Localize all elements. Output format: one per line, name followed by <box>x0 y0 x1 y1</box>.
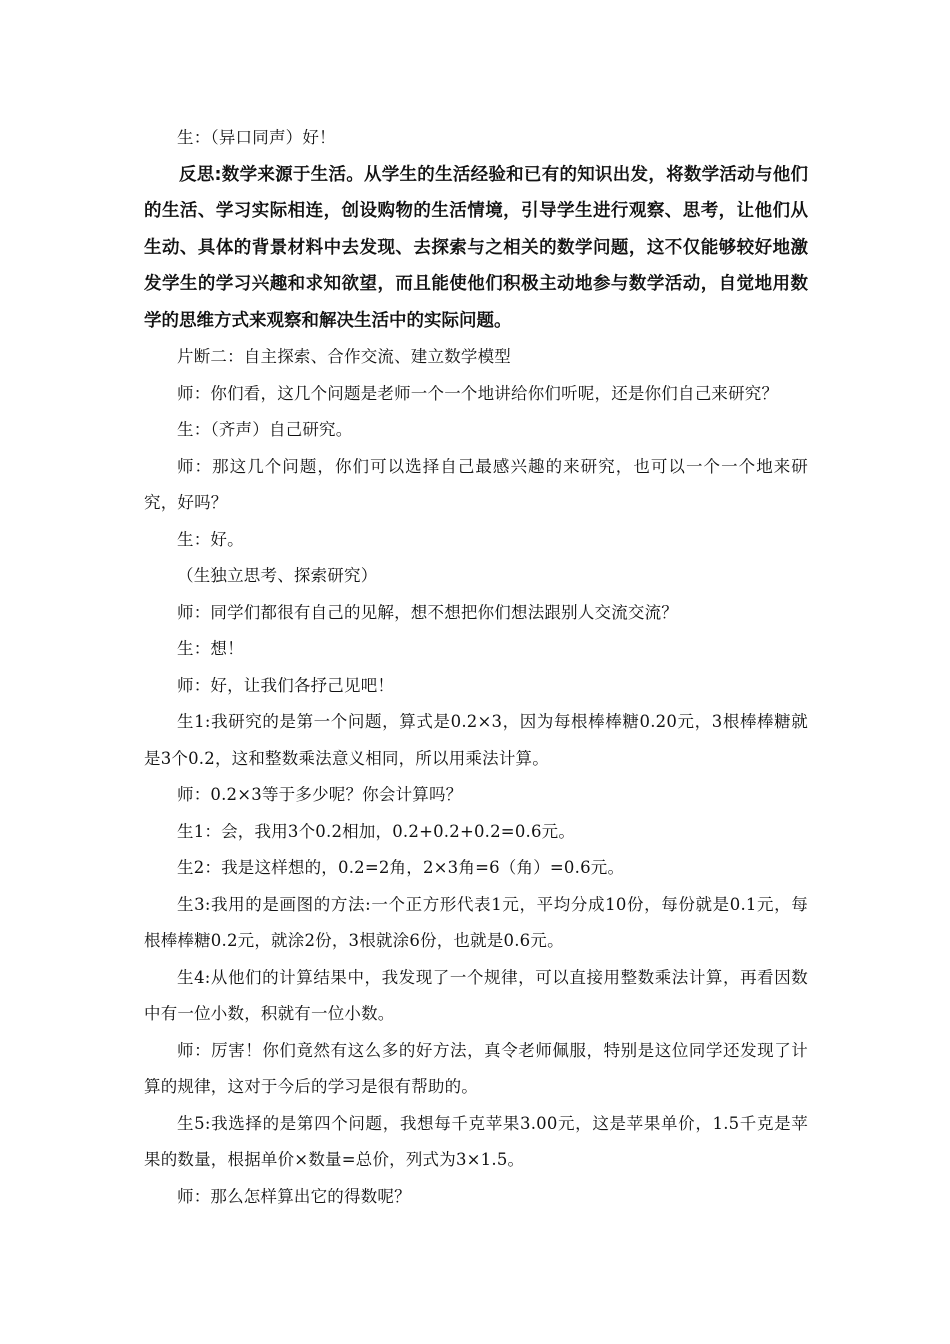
paragraph-student-ok: 生：好。 <box>177 529 244 549</box>
paragraph-teacher-result: 师：那么怎样算出它的得数呢？ <box>177 1186 411 1206</box>
paragraph-student5-problem: 生5:我选择的是第四个问题，我想每千克苹果3.00元，这是苹果单价，1.5千克是苹果的数量，根据单价×数量=总价，列式为3×1.5。 <box>144 1113 808 1169</box>
paragraph-student-answer: 生：（齐声）自己研究。 <box>177 420 353 439</box>
document-body <box>144 120 808 1215</box>
paragraph-stage-direction: （生独立思考、探索研究） <box>177 566 378 585</box>
paragraph-teacher-go: 师：好，让我们各抒己见吧！ <box>177 675 395 695</box>
paragraph-teacher-praise: 师：厉害！你们竟然有这么多的好方法，真令老师佩服，特别是这位同学还发现了计算的规律，这对于今后的学习是很有帮助的。 <box>144 1040 808 1096</box>
paragraph-student3-drawing: 生3:我用的是画图的方法:一个正方形代表1元，平均分成10份，每份就是0.1元，每根棒棒糖0.2元，就涂2份，3根就涂6份，也就是0.6元。 <box>144 894 808 950</box>
paragraph-student1-add: 生1：会，我用3个0.2相加，0.2+0.2+0.2=0.6元。 <box>177 821 576 841</box>
paragraph-student-want: 生：想！ <box>177 639 244 658</box>
paragraph-student1-problem: 生1:我研究的是第一个问题，算式是0.2×3，因为每根棒棒糖0.20元，3根棒棒糖就是3个0.2，这和整数乘法意义相同，所以用乘法计算。 <box>144 712 808 768</box>
paragraph-teacher-compute: 师：0.2×3等于多少呢？你会计算吗？ <box>177 785 463 804</box>
paragraph-student-reply: 生：（异口同声）好！ <box>177 128 336 147</box>
paragraph-teacher-instruction: 师：那这几个问题，你们可以选择自己最感兴趣的来研究，也可以一个一个地来研究，好吗？ <box>144 456 808 512</box>
paragraph-student2-method: 生2：我是这样想的，0.2=2角，2×3角=6（角）=0.6元。 <box>177 858 625 877</box>
paragraph-teacher-question: 师：你们看，这几个问题是老师一个一个地讲给你们听呢，还是你们自己来研究？ <box>177 383 779 403</box>
paragraph-teacher-share: 师：同学们都很有自己的见解，想不想把你们想法跟别人交流交流？ <box>177 602 678 622</box>
paragraph-student4-rule: 生4:从他们的计算结果中，我发现了一个规律，可以直接用整数乘法计算，再看因数中有一位小数，积就有一位小数。 <box>144 967 808 1023</box>
paragraph-reflection: 反思:数学来源于生活。从学生的生活经验和已有的知识出发，将数学活动与他们的生活、学习实际相连，创设购物的生活情境，引导学生进行观察、思考，让他们从生动、具体的背景材料中去发现、去探索与之相关的数学问题，这不仅能够较好地激发学生的学习兴趣和求知欲望，而且能使他们积极主动地参与数学活动，自觉地用数学的思维方式来观察和解决生活中的实际问题。 <box>144 164 808 331</box>
paragraph-section-heading: 片断二：自主探索、合作交流、建立数学模型 <box>177 347 511 366</box>
